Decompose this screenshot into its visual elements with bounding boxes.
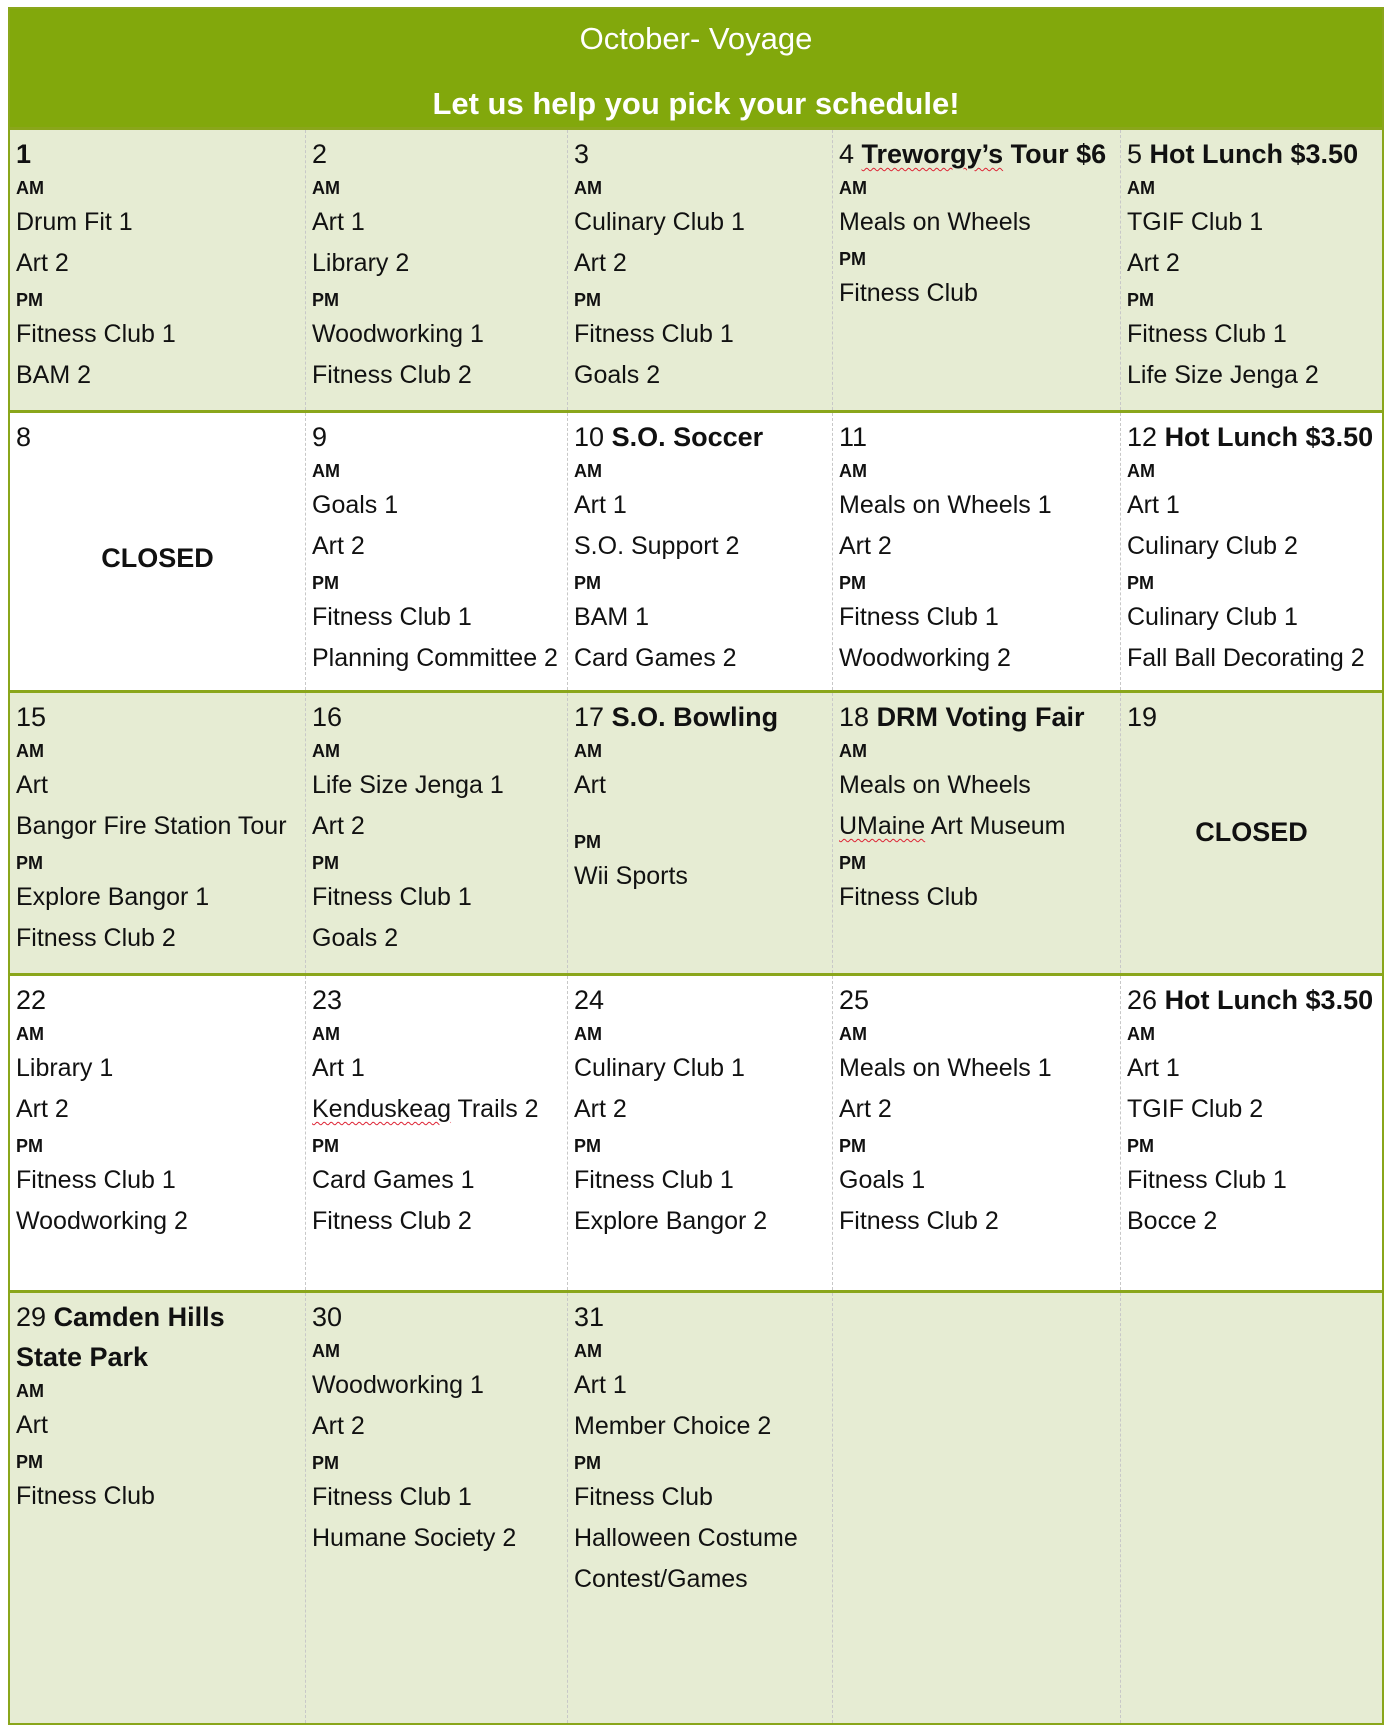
activity-item: Fitness Club [839, 883, 978, 911]
activity-item: Art 2 [312, 1412, 365, 1440]
day-number: 9 [312, 422, 328, 452]
activity-item: UMaine Art Museum [839, 812, 1066, 840]
activity-item: Fitness Club 1 [1127, 320, 1287, 348]
activity-item: Kenduskeag Trails 2 [312, 1095, 539, 1123]
day-event: DRM Voting Fair [876, 702, 1085, 732]
day-event: State Park [16, 1342, 149, 1372]
activity-item: TGIF Club 2 [1127, 1095, 1264, 1123]
activity-item: Card Games 1 [312, 1166, 475, 1194]
day-cell [1121, 693, 1382, 973]
day-cell [568, 976, 833, 1290]
day-event: Treworgy’s Tour $6 [861, 139, 1107, 169]
activity-item: TGIF Club 1 [1127, 208, 1264, 236]
activity-item: Woodworking 1 [312, 1371, 484, 1399]
activity-item: Explore Bangor 2 [574, 1207, 768, 1235]
activity-item: Bocce 2 [1127, 1207, 1218, 1235]
day-event: S.O. Bowling [611, 702, 779, 732]
day-heading [839, 699, 1120, 735]
day-number: 3 [574, 139, 590, 169]
activity-item: Fitness Club 2 [839, 1207, 999, 1235]
pm-label: PM [16, 853, 43, 873]
activity-item: Art 1 [574, 491, 627, 519]
day-number: 26 [1127, 985, 1158, 1015]
day-heading [16, 1299, 305, 1335]
day-heading [1127, 699, 1382, 735]
day-cell [1121, 976, 1382, 1290]
week-row [10, 690, 1382, 973]
day-number: 12 [1127, 422, 1158, 452]
activity-item: S.O. Support 2 [574, 532, 740, 560]
am-label: AM [574, 178, 602, 198]
activity-item: Culinary Club 1 [574, 208, 745, 236]
activity-item: Art 1 [1127, 491, 1180, 519]
activity-item: Fitness Club 1 [574, 320, 734, 348]
activity-item: Goals 2 [312, 924, 399, 952]
day-heading-cont [16, 1339, 305, 1375]
day-cell [10, 413, 306, 690]
activity-item: Meals on Wheels 1 [839, 491, 1052, 519]
activity-item: Art 2 [1127, 249, 1180, 277]
activity-item: Fitness Club 1 [312, 883, 472, 911]
day-cell [568, 1293, 833, 1723]
day-cell [833, 413, 1121, 690]
am-label: AM [574, 741, 602, 761]
activity-item: Art 2 [839, 1095, 892, 1123]
day-cell [833, 693, 1121, 973]
activity-item: Culinary Club 2 [1127, 532, 1298, 560]
day-number: 2 [312, 139, 328, 169]
day-number: 17 [574, 702, 605, 732]
activity-item: Fitness Club [16, 1482, 155, 1510]
day-cell [568, 413, 833, 690]
activity-item: Art 1 [312, 1054, 365, 1082]
day-number: 10 [574, 422, 605, 452]
activity-item: Culinary Club 1 [1127, 603, 1298, 631]
activity-item: Art 2 [839, 532, 892, 560]
am-label: AM [312, 178, 340, 198]
day-heading [839, 419, 1120, 455]
activity-item: Fitness Club 2 [312, 361, 472, 389]
activity-item: Bangor Fire Station Tour [16, 812, 287, 840]
day-heading [312, 699, 567, 735]
activity-item: Art 2 [312, 532, 365, 560]
day-heading [574, 699, 832, 735]
day-heading [16, 982, 305, 1018]
am-label: AM [312, 1341, 340, 1361]
activity-item: Art 1 [574, 1371, 627, 1399]
pm-label: PM [312, 1136, 339, 1156]
activity-item: Planning Committee 2 [312, 644, 558, 672]
am-label: AM [16, 1381, 44, 1401]
day-heading [312, 419, 567, 455]
pm-label: PM [312, 573, 339, 593]
activity-item: Woodworking 2 [839, 644, 1011, 672]
activity-item: Explore Bangor 1 [16, 883, 210, 911]
am-label: AM [1127, 461, 1155, 481]
activity-item: Fitness Club 1 [1127, 1166, 1287, 1194]
day-number: 1 [16, 139, 32, 169]
activity-item: Wii Sports [574, 862, 688, 890]
activity-item: Fitness Club 1 [16, 1166, 176, 1194]
activity-item: BAM 1 [574, 603, 650, 631]
day-cell [306, 413, 568, 690]
pm-label: PM [312, 290, 339, 310]
week-row [10, 973, 1382, 1290]
pm-label: PM [1127, 573, 1154, 593]
activity-item: Meals on Wheels [839, 771, 1031, 799]
day-number: 31 [574, 1302, 605, 1332]
pm-label: PM [574, 573, 601, 593]
day-cell [833, 976, 1121, 1290]
day-number: 19 [1127, 702, 1158, 732]
am-label: AM [16, 741, 44, 761]
activity-item: Art 1 [1127, 1054, 1180, 1082]
activity-item: Woodworking 1 [312, 320, 484, 348]
activity-item: Fitness Club 2 [16, 924, 176, 952]
day-number: 11 [839, 422, 868, 452]
am-label: AM [312, 1024, 340, 1044]
day-cell [568, 693, 833, 973]
day-heading [574, 982, 832, 1018]
activity-item: Art 2 [312, 812, 365, 840]
pm-label: PM [839, 853, 866, 873]
day-number: 25 [839, 985, 870, 1015]
day-cell [10, 130, 306, 410]
day-heading [574, 419, 832, 455]
calendar-subtitle: Let us help you pick your schedule! [432, 86, 960, 121]
day-heading [1127, 419, 1382, 455]
pm-label: PM [839, 1136, 866, 1156]
am-label: AM [839, 461, 867, 481]
week-row [10, 127, 1382, 410]
day-number: 15 [16, 702, 47, 732]
activity-item: Woodworking 2 [16, 1207, 188, 1235]
day-heading [16, 136, 305, 172]
activity-item: Fitness Club [839, 279, 978, 307]
activity-item: Fitness Club 2 [312, 1207, 472, 1235]
day-event: Hot Lunch $3.50 [1149, 139, 1359, 169]
am-label: AM [312, 461, 340, 481]
pm-label: PM [312, 853, 339, 873]
am-label: AM [16, 1024, 44, 1044]
day-number: 24 [574, 985, 605, 1015]
day-cell [1121, 413, 1382, 690]
day-number: 22 [16, 985, 47, 1015]
activity-item: Fitness Club 1 [312, 603, 472, 631]
activity-item: Art [574, 771, 606, 799]
day-heading [312, 982, 567, 1018]
day-number: 5 [1127, 139, 1143, 169]
day-heading [16, 699, 305, 735]
activity-item: Goals 1 [312, 491, 399, 519]
pm-label: PM [574, 290, 601, 310]
activity-item: Culinary Club 1 [574, 1054, 745, 1082]
am-label: AM [574, 1024, 602, 1044]
day-heading [839, 982, 1120, 1018]
activity-item: Life Size Jenga 1 [312, 771, 504, 799]
day-heading [312, 136, 567, 172]
day-number: 18 [839, 702, 870, 732]
day-heading [16, 419, 305, 455]
activity-item: Fitness Club 1 [312, 1483, 472, 1511]
activity-item: Library 1 [16, 1054, 114, 1082]
day-cell [1121, 1293, 1382, 1723]
am-label: AM [312, 741, 340, 761]
activity-item: Drum Fit 1 [16, 208, 133, 236]
day-cell [568, 130, 833, 410]
day-cell [833, 1293, 1121, 1723]
activity-item: Halloween Costume [574, 1524, 798, 1552]
activity-item: Art 2 [16, 249, 69, 277]
calendar-header [10, 9, 1382, 127]
calendar-page [8, 7, 1384, 1725]
day-heading [1127, 136, 1382, 172]
activity-item: Art 2 [16, 1095, 69, 1123]
pm-label: PM [16, 1136, 43, 1156]
activity-item: Library 2 [312, 249, 410, 277]
day-event: S.O. Soccer [611, 422, 764, 452]
day-heading [839, 136, 1120, 172]
day-cell [833, 130, 1121, 410]
activity-item: Fitness Club 1 [16, 320, 176, 348]
activity-item: Fitness Club 1 [574, 1166, 734, 1194]
am-label: AM [1127, 178, 1155, 198]
pm-label: PM [574, 1453, 601, 1473]
activity-item: Life Size Jenga 2 [1127, 361, 1319, 389]
day-number: 4 [839, 139, 855, 169]
closed-label: CLOSED [1195, 817, 1308, 847]
closed-label: CLOSED [101, 543, 214, 573]
activity-item: Goals 1 [839, 1166, 926, 1194]
day-cell [10, 693, 306, 973]
am-label: AM [1127, 1024, 1155, 1044]
pm-label: PM [574, 1136, 601, 1156]
am-label: AM [16, 178, 44, 198]
activity-item: Art 2 [574, 249, 627, 277]
pm-label: PM [839, 249, 866, 269]
spacer [574, 806, 832, 826]
day-number: 23 [312, 985, 343, 1015]
am-label: AM [574, 461, 602, 481]
day-heading [1127, 982, 1382, 1018]
calendar-title: October- Voyage [579, 21, 813, 56]
day-event: Hot Lunch $3.50 [1164, 985, 1374, 1015]
day-number: 16 [312, 702, 343, 732]
day-cell [1121, 130, 1382, 410]
activity-item: Art 1 [312, 208, 365, 236]
activity-item: Member Choice 2 [574, 1412, 772, 1440]
pm-label: PM [312, 1453, 339, 1473]
day-cell [10, 976, 306, 1290]
pm-label: PM [1127, 290, 1154, 310]
activity-item: Art [16, 1411, 48, 1439]
day-number: 8 [16, 422, 32, 452]
activity-item: Fitness Club [574, 1483, 713, 1511]
activity-item: Card Games 2 [574, 644, 737, 672]
activity-item: Fall Ball Decorating 2 [1127, 644, 1365, 672]
day-event: Camden Hills [53, 1302, 225, 1332]
activity-item: Goals 2 [574, 361, 661, 389]
day-number: 30 [312, 1302, 343, 1332]
week-row [10, 410, 1382, 690]
activity-item: Art 2 [574, 1095, 627, 1123]
pm-label: PM [16, 290, 43, 310]
am-label: AM [839, 178, 867, 198]
activity-item: Fitness Club 1 [839, 603, 999, 631]
activity-item: Humane Society 2 [312, 1524, 517, 1552]
pm-label: PM [839, 573, 866, 593]
day-event: Hot Lunch $3.50 [1164, 422, 1374, 452]
day-cell [10, 1293, 306, 1723]
am-label: AM [839, 741, 867, 761]
day-heading [574, 136, 832, 172]
pm-label: PM [574, 832, 601, 852]
day-cell [306, 976, 568, 1290]
am-label: AM [574, 1341, 602, 1361]
pm-label: PM [16, 1452, 43, 1472]
activity-item: BAM 2 [16, 361, 92, 389]
day-number: 29 [16, 1302, 47, 1332]
am-label: AM [839, 1024, 867, 1044]
week-row [10, 1290, 1382, 1723]
activity-item: Contest/Games [574, 1565, 748, 1593]
pm-label: PM [1127, 1136, 1154, 1156]
day-cell [306, 693, 568, 973]
activity-item: Art [16, 771, 48, 799]
activity-item: Meals on Wheels [839, 208, 1031, 236]
day-heading [312, 1299, 567, 1335]
activity-item: Meals on Wheels 1 [839, 1054, 1052, 1082]
day-cell [306, 1293, 568, 1723]
day-heading [574, 1299, 832, 1335]
day-cell [306, 130, 568, 410]
